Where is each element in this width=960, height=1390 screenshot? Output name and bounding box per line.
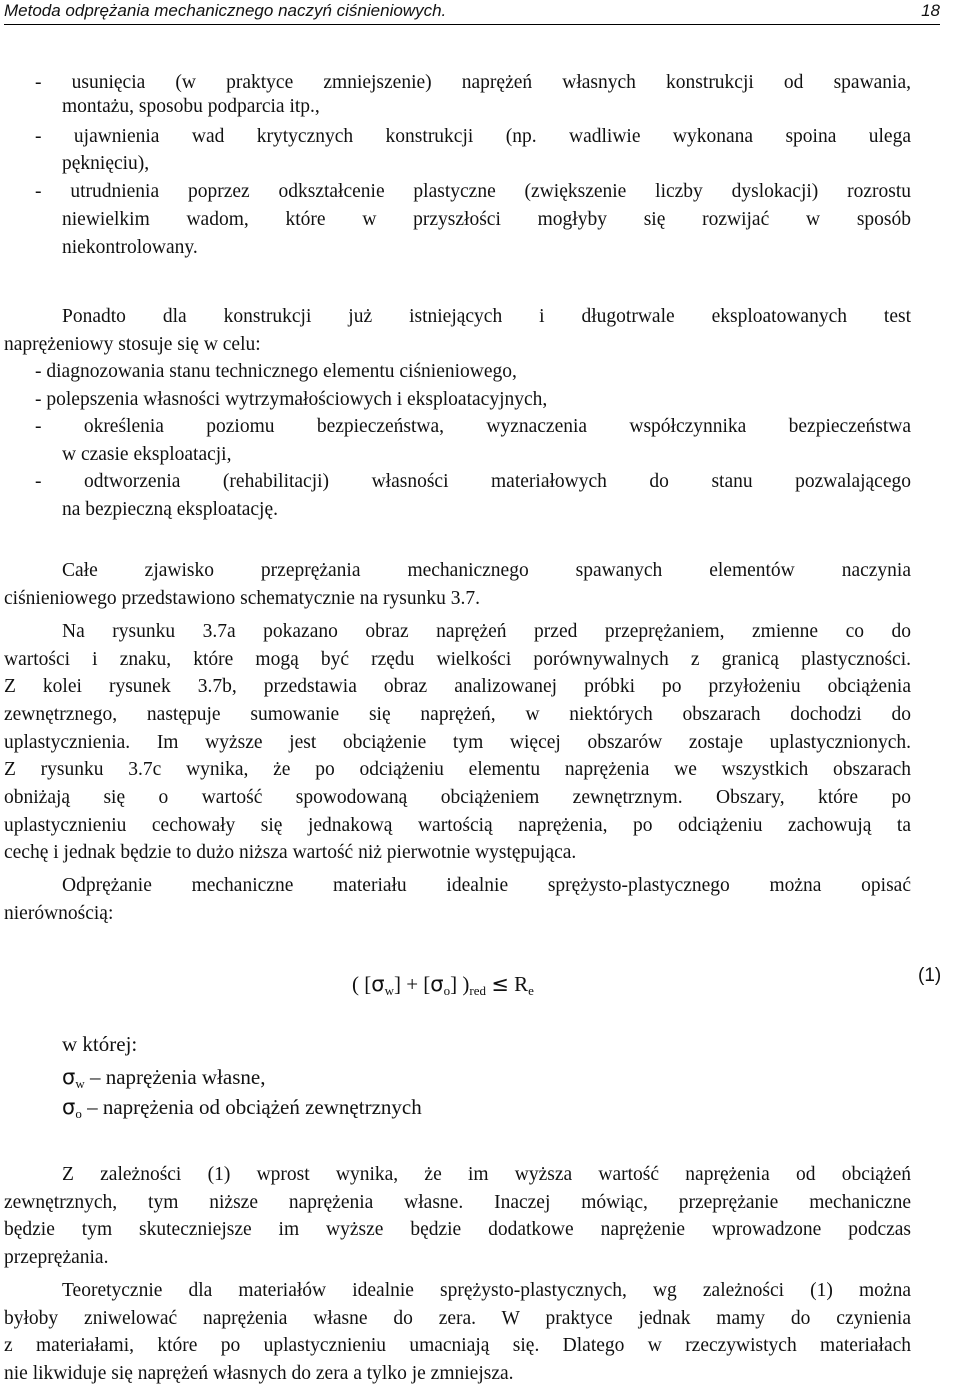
eq-R: R	[514, 972, 529, 996]
paragraph-line: wartości i znaku, które mogą być rzędu wielkości porównywalnych z granicą plastyczności.	[4, 649, 911, 670]
list-item: - diagnozowania stanu technicznego elementu ciśnieniowego,	[35, 361, 517, 382]
list-item: - ujawnienia wad krytycznych konstrukcji (np. wadliwie wykonana spoina ulega	[35, 126, 911, 147]
sigma-symbol: σ	[371, 972, 385, 996]
paragraph-line: uplastycznieniu cechowały się jednakową wartością naprężenia, po odciążeniu zachowują ta	[4, 815, 911, 836]
paragraph-line: Z zależności (1) wprost wynika, że im wyższa wartość naprężenia od obciążeń	[62, 1164, 911, 1185]
legend-intro: w której:	[62, 1032, 138, 1056]
sigma-symbol: σ	[62, 1095, 76, 1119]
list-item-cont: pęknięciu),	[62, 153, 150, 174]
eq-sub-red: red	[469, 983, 486, 998]
paragraph-line: obniżają się o wartość spowodowaną obciążeniem zewnętrznym. Obszary, które po	[4, 787, 911, 808]
paragraph-line: ciśnieniowego przedstawiono schematycznie na rysunku 3.7.	[4, 588, 480, 609]
paragraph-line: będzie tym skuteczniejsze im wyższe będzie dodatkowe naprężenie wprowadzone podczas	[4, 1219, 911, 1240]
legend-sub: w	[75, 1076, 85, 1091]
list-item: - określenia poziomu bezpieczeństwa, wyznaczenia współczynnika bezpieczeństwa	[35, 416, 911, 437]
paragraph-line: Teoretycznie dla materiałów idealnie sprężysto-plastycznych, wg zależności (1) można	[62, 1280, 911, 1301]
equation-number: (1)	[918, 965, 942, 986]
list-item: - polepszenia własności wytrzymałościowych i eksploatacyjnych,	[35, 389, 548, 410]
paragraph-line: nierównością:	[4, 903, 114, 924]
list-item: - odtworzenia (rehabilitacji) własności materiałowych do stanu pozwalającego	[35, 471, 911, 492]
list-item-cont: montażu, sposobu podparcia itp.,	[62, 96, 320, 117]
paragraph-line: przeprężania.	[4, 1247, 109, 1268]
legend-text: – naprężenia własne,	[89, 1065, 266, 1089]
leq-symbol: ≤	[491, 972, 509, 996]
list-item-cont: na bezpieczną eksploatację.	[62, 499, 278, 520]
paragraph-line: nie likwiduje się naprężeń własnych do zera a tylko je zmniejsza.	[4, 1363, 514, 1384]
paragraph-line: naprężeniowy stosuje się w celu:	[4, 334, 261, 355]
paragraph-line: uplastycznienia. Im wyższe jest obciążenie tym więcej obszarów zostaje uplastycznionych.	[4, 732, 911, 753]
paragraph-line: byłoby zniwelować naprężenia własne do zera. W praktyce jednak mamy do czynienia	[4, 1308, 911, 1329]
legend-sub: o	[75, 1106, 82, 1121]
eq-sub-o: o	[443, 983, 451, 998]
paragraph-line: Na rysunku 3.7a pokazano obraz naprężeń przed przeprężaniem, zmienne co do	[62, 621, 911, 642]
paragraph-line: zewnętrznych, tym niższe naprężenia własne. Inaczej mówiąc, przeprężanie mechaniczne	[4, 1192, 911, 1213]
legend-item	[62, 1065, 265, 1092]
page-number: 18	[921, 1, 940, 20]
list-item: - usunięcia (w praktyce zmniejszenie) naprężeń własnych konstrukcji od spawania,	[35, 72, 911, 93]
paragraph-line: Odprężanie mechaniczne materiału idealnie sprężysto-plastycznego można opisać	[62, 875, 911, 896]
paragraph-line: Ponadto dla konstrukcji już istniejących i długotrwale eksploatowanych test	[62, 306, 911, 327]
eq-mid: ] + [	[393, 972, 431, 996]
eq-open: ( [	[352, 972, 372, 996]
legend-text: – naprężenia od obciążeń zewnętrznych	[87, 1095, 422, 1119]
sigma-symbol: σ	[62, 1065, 76, 1089]
sigma-symbol: σ	[430, 972, 444, 996]
paragraph-line: cechę i jednak będzie to dużo niższa wartość niż pierwotnie występująca.	[4, 842, 577, 863]
paragraph-line: z materiałami, które po uplastycznieniu umacniają się. Dlatego w rzeczywistych materiałach	[4, 1335, 911, 1356]
paragraph-line: Z kolei rysunek 3.7b, przedstawia obraz analizowanej próbki po przyłożeniu obciążenia	[4, 676, 911, 697]
equation	[352, 972, 534, 999]
list-item: - utrudnienia poprzez odkształcenie plastyczne (zwiększenie liczby dyslokacji) rozrostu	[35, 181, 911, 202]
eq-close: ] )	[450, 972, 470, 996]
header-title: Metoda odprężania mechanicznego naczyń ciśnieniowych.	[4, 1, 447, 20]
eq-sub-e: e	[528, 983, 534, 998]
eq-sub-w: w	[384, 983, 394, 998]
paragraph-line: Całe zjawisko przeprężania mechanicznego spawanych elementów naczynia	[62, 560, 911, 581]
list-item-cont: niewielkim wadom, które w przyszłości mogłyby się rozwijać w sposób	[62, 209, 911, 230]
page-header	[4, 0, 940, 25]
paragraph-line: Z rysunku 3.7c wynika, że po odciążeniu elementu naprężenia we wszystkich obszarach	[4, 759, 911, 780]
list-item-cont: niekontrolowany.	[62, 237, 198, 258]
list-item-cont: w czasie eksploatacji,	[62, 444, 232, 465]
paragraph-line: zewnętrznego, następuje sumowanie się naprężeń, w niektórych obszarach dochodzi do	[4, 704, 911, 725]
legend-item	[62, 1095, 422, 1122]
